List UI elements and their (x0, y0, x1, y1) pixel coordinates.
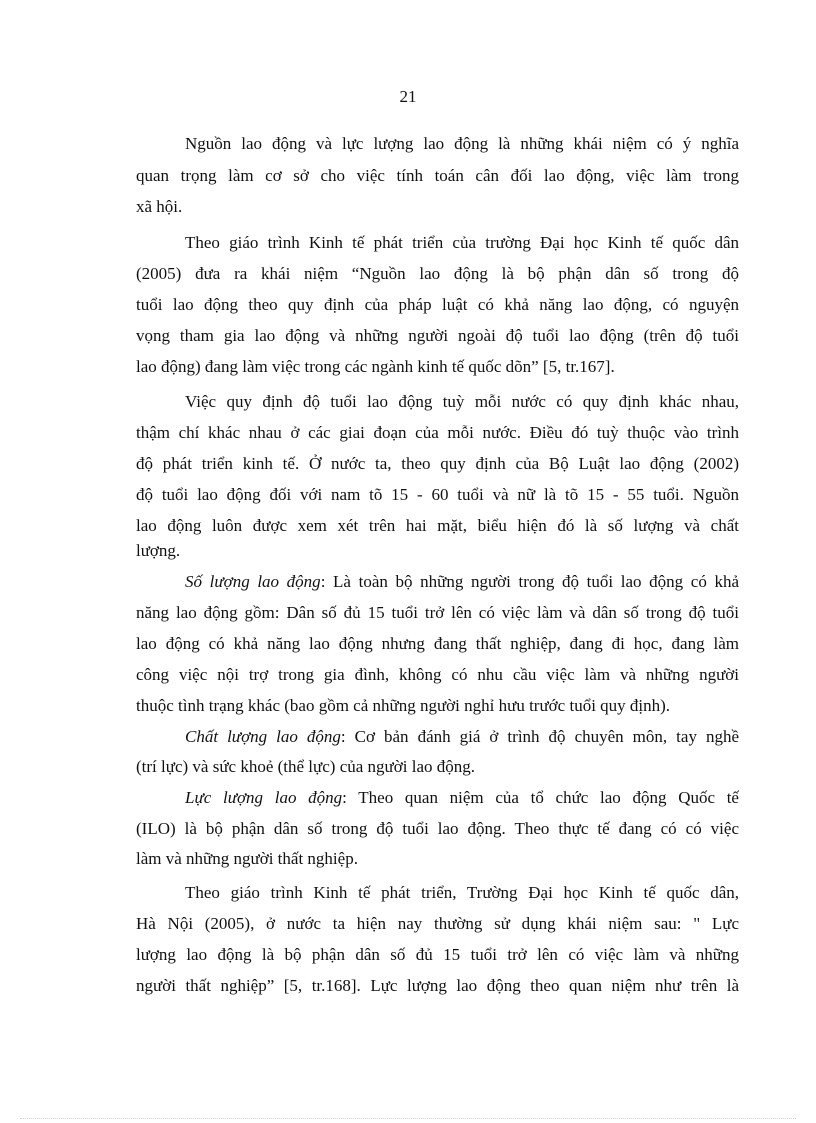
text-line: thuộc tình trạng khác (bao gồm cả những người nghỉ hưu trước tuổi quy định). (136, 696, 671, 715)
text-line: xã hội. (136, 197, 183, 216)
text-line: năng lao động gồm: Dân số đủ 15 tuổi trở lên có việc làm và dân số trong độ tuổi (136, 603, 739, 622)
text-line: quan trọng làm cơ sở cho việc tính toán cân đối lao động, việc làm trong (136, 166, 739, 185)
text-line: (trí lực) và sức khoẻ (thể lực) của người lao động. (136, 757, 475, 776)
text-line: vọng tham gia lao động và những người ngoài độ tuổi lao động (trên độ tuổi (136, 326, 739, 345)
text-line: lượng. (136, 541, 181, 560)
page-bottom-divider (20, 1118, 796, 1119)
text-line: lượng lao động là bộ phận dân số đủ 15 tuổi trở lên có việc làm và những (136, 945, 739, 964)
page-number: 21 (399, 87, 417, 106)
term-luc-luong: Lực lượng lao động (185, 788, 343, 807)
text-line: Theo giáo trình Kinh tế phát triển, Trường Đại học Kinh tế quốc dân, (185, 883, 739, 902)
text-line: Nguồn lao động và lực lượng lao động là những khái niệm có ý nghĩa (185, 134, 739, 153)
text-line: Số lượng lao động: Là toàn bộ những người trong độ tuổi lao động có khả (185, 572, 739, 591)
text-line: lao động có khả năng lao động nhưng đang thất nghiệp, đang đi học, đang làm (136, 634, 739, 653)
text-line: Lực lượng lao động: Theo quan niệm của tổ chức lao động Quốc tế (185, 788, 739, 807)
text-line: độ tuổi lao động đối với nam tõ 15 - 60 tuổi và nữ là tõ 15 - 55 tuổi. Nguồn (136, 485, 739, 504)
text-line: công việc nội trợ trong gia đình, không có nhu cầu việc làm và những người (136, 665, 739, 684)
text-line: Chất lượng lao động: Cơ bản đánh giá ở trình độ chuyên môn, tay nghề (185, 727, 739, 746)
term-chat-luong: Chất lượng lao động (185, 727, 341, 746)
text-line: độ phát triển kinh tế. Ở nước ta, theo quy định của Bộ Luật lao động (2002) (136, 454, 739, 473)
text-line: (2005) đưa ra khái niệm “Nguồn lao động là bộ phận dân số trong độ (136, 264, 739, 283)
text-line: Việc quy định độ tuổi lao động tuỳ mỗi nước có quy định khác nhau, (185, 392, 739, 411)
text-line: lao động luôn được xem xét trên hai mặt, biểu hiện đó là số lượng và chất (136, 516, 739, 535)
text-line: lao động) đang làm việc trong các ngành kinh tế quốc dõn” [5, tr.167]. (136, 357, 615, 376)
text-line: tuổi lao động theo quy định của pháp luật có khả năng lao động, có nguyện (136, 295, 739, 314)
text-line: thậm chí khác nhau ở các giai đoạn của mỗi nước. Điều đó tuỳ thuộc vào trình (136, 423, 739, 442)
text-line: làm và những người thất nghiệp. (136, 849, 358, 868)
text-line: người thất nghiệp” [5, tr.168]. Lực lượng lao động theo quan niệm như trên là (136, 976, 739, 995)
term-so-luong: Số lượng lao động (185, 572, 321, 591)
text-line: (ILO) là bộ phận dân số trong độ tuổi lao động. Theo thực tế đang có có việc (136, 819, 739, 838)
text-line: Theo giáo trình Kinh tế phát triển của trường Đại học Kinh tế quốc dân (185, 233, 739, 252)
text-line: Hà Nội (2005), ở nước ta hiện nay thường sử dụng khái niệm sau: " Lực (136, 914, 739, 933)
